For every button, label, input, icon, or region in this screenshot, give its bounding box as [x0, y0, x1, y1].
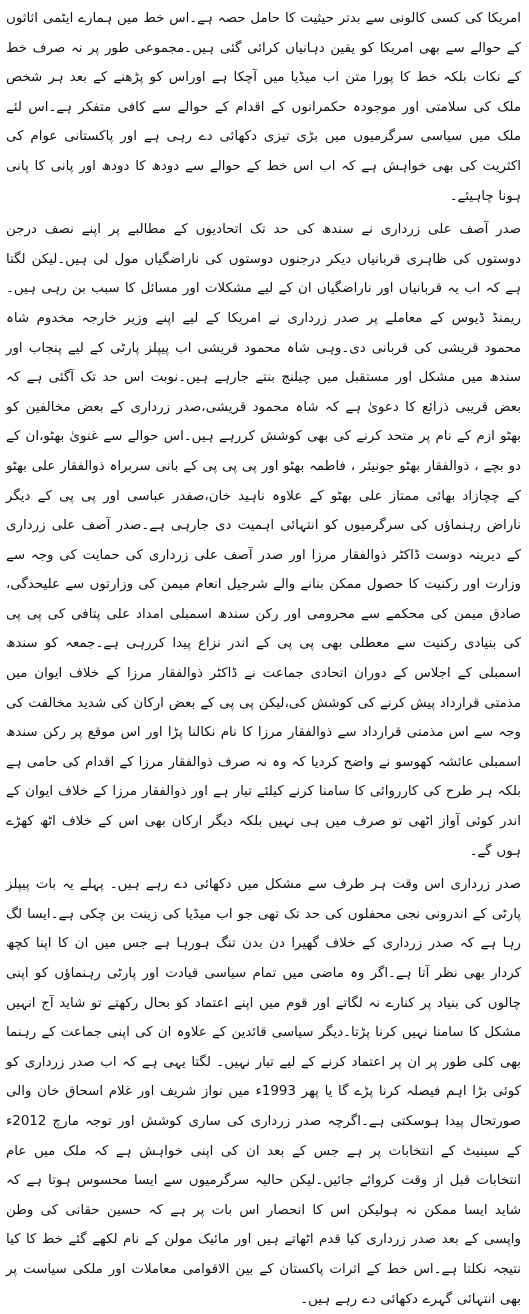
article-page [6, 4, 521, 1307]
article-paragraph-1: امریکا کی کسی کالونی سے بدتر حیثیت کا حامل حصہ ہے۔اس خط میں ہمارے ایٹمی اثاثوں کے حوالے سے بھی امریکا کو یقین دہانیاں کرائی گئی ہیں۔مجموعی طور پر نہ صرف خط کے نکات بلکہ خط کا پورا متن اب میڈیا میں آچکا ہے اوراس کو پڑھنے کے بعد ہر شخص ملک کی سلامتی اور موجودہ حکمرانوں کے اقدام کے حوالے سے کافی متفکر ہے۔اس لئے ملک میں سیاسی سرگرمیوں میں بڑی تیزی دکھائی دے رہی ہے اور پاکستانی عوام کی اکثریت کی بھی خواہش ہے کہ اب اس خط کے حوالے سے دودھ کا دودھ اور پانی کا پانی ہونا چاہیئے۔ [6, 11, 521, 204]
article-paragraph-3: صدر زرداری اس وقت ہر طرف سے مشکل میں دکھائی دے رہے ہیں۔ پہلے یہ بات پیپلز پارٹی کے اندرونی نجی محفلوں کی حد تک تھی جو اب میڈیا کی زینت بن چکی ہے۔ایسا لگ رہا ہے کہ صدر زرداری کے خلاف گھیرا دن بدن تنگ ہورہا ہے جس میں ان کا اپنا کچھ کردار بھی نظر آتا ہے۔اگر وہ ماضی میں تمام سیاسی قیادت اور پارٹی رہنماؤں کو اپنی چالوں کی بنیاد پر کنارے نہ لگاتے اور قوم میں اپنے اعتماد کو بحال رکھتے تو شاید آج انہیں مشکل کا سامنا نہیں کرنا پڑتا۔دیگر سیاسی قائدین کے علاوہ ان کی اپنی جماعت کے رہنما بھی کلی طور پر ان پر اعتماد کرنے کے لیے تیار نہیں۔ لگتا یہی ہے کہ اب صدر زرداری کو کوئی بڑا اہم فیصلہ کرنا پڑے گا یا پھر 1993ء میں نواز شریف اور غلام اسحاق خان والی صورتحال پیدا ہوسکتی ہے۔اگرچہ صدر زرداری کی ساری کوشش اور توجہ مارچ 2012ء کے سینیٹ کے انتخابات پر ہے جس کے بعد ان کی اپنی خواہش ہے کہ ملک میں عام انتخابات قبل از وقت کروائے جائیں۔لیکن حالیہ سرگرمیوں سے ایسا محسوس ہوتا ہے کہ شاید ایسا ممکن نہ ہولیکن اس کا انحصار اس بات پر ہے کہ حسین حقانی کی وطن واپسی کے بعد صدر زرداری کیا قدم اٹھاتے ہیں اور مائیک مولن کے نام لکھے گئے خط کا کیا نتیجہ نکلتا ہے۔اس خط کے اثرات پاکستان کے بین الاقوامی معاملات اور ملکی سیاست پر بھی انتہائی گہرے دکھائی دے رہے ہیں۔ [6, 877, 521, 1307]
article-paragraph-2: صدر آصف علی زرداری نے سندھ کی حد تک اتحادیوں کے مطالبے پر اپنے نصف درجن دوستوں کی ظاہری قربانیاں دیکر درجنوں دوستوں کی ناراضگیاں مول لی ہیں۔لیکن لگتا ہے کہ اب یہ قربانیاں اور ناراضگیاں ان کے لیے مشکلات اور مسائل کا سبب بن رہی ہیں۔ریمنڈ ڈیوس کے معاملے پر صدر زرداری نے امریکا کے لیے اپنے وزیر خارجہ مخدوم شاہ محمود قریشی کی قربانی دی۔وہی شاہ محمود قریشی اب پیپلز پارٹی کے لیے پنجاب اور سندھ میں مشکل اور مستقبل میں چیلنج بنتے جارہے ہیں۔نوبت اس حد تک آگئی ہے کہ بعض قریبی ذرائع کا دعویٰ ہے کہ شاہ محمود قریشی،صدر زرداری کے بعض مخالفین کو بھٹو ازم کے نام پر متحد کرنے کی بھی کوشش کررہے ہیں۔اس حوالے سے غنویٰ بھٹو،ان کے دو بچے ، ذوالفقار بھٹو جونیئر ، فاطمہ بھٹو اور پی پی پی کے بانی سربراہ ذوالفقار علی بھٹو کے چچازاد بھائی ممتاز علی بھٹو کے علاوہ ناہید خان،صفدر عباسی اور پی پی کے دیگر ناراض رہنماؤں کی سرگرمیوں کو انتہائی اہمیت دی جارہی ہے۔صدر آصف علی زرداری کے دیرینہ دوست ڈاکٹر ذوالفقار مرزا اور صدر آصف علی زرداری کی حمایت کی وجہ سے وزارت اور رکنیت کا حصول ممکن بنانے والے شرجیل انعام میمن کی وزارتوں سے علیحدگی، صادق میمن کی محکمے سے محرومی اور رکن سندھ اسمبلی امداد علی پتافی کی پی پی کی بنیادی رکنیت سے معطلی بھی پی پی کے اندر نزاع پیدا کررہی ہے۔جمعہ کو سندھ اسمبلی کے اجلاس کے دوران اتحادی جماعت نے ڈاکٹر ذوالفقار مرزا کے خلاف ایوان میں مذمتی قرارداد پیش کرنے کی کوشش کی،لیکن پی پی کے بعض ارکان کی شدید مخالفت کی وجہ سے اس مذمتی قرارداد سے ذوالفقار مرزا کا نام نکالنا پڑا اور اس موقع پر رکن سندھ اسمبلی عائشہ کھوسو نے واضح کردیا کہ وہ نہ صرف ذوالفقار مرزا کے اقدام کی حامی ہے بلکہ ہر طرح کی کارروائی کا سامنا کرنے کیلئے تیار ہے اور ذوالفقار مرزا کے خلاف ایوان کے اندر کوئی آواز اٹھی تو صرف میں ہی نہیں بلکہ دیگر ارکان بھی اس کے خلاف اٹھ کھڑے ہوں گے۔ [6, 222, 521, 859]
